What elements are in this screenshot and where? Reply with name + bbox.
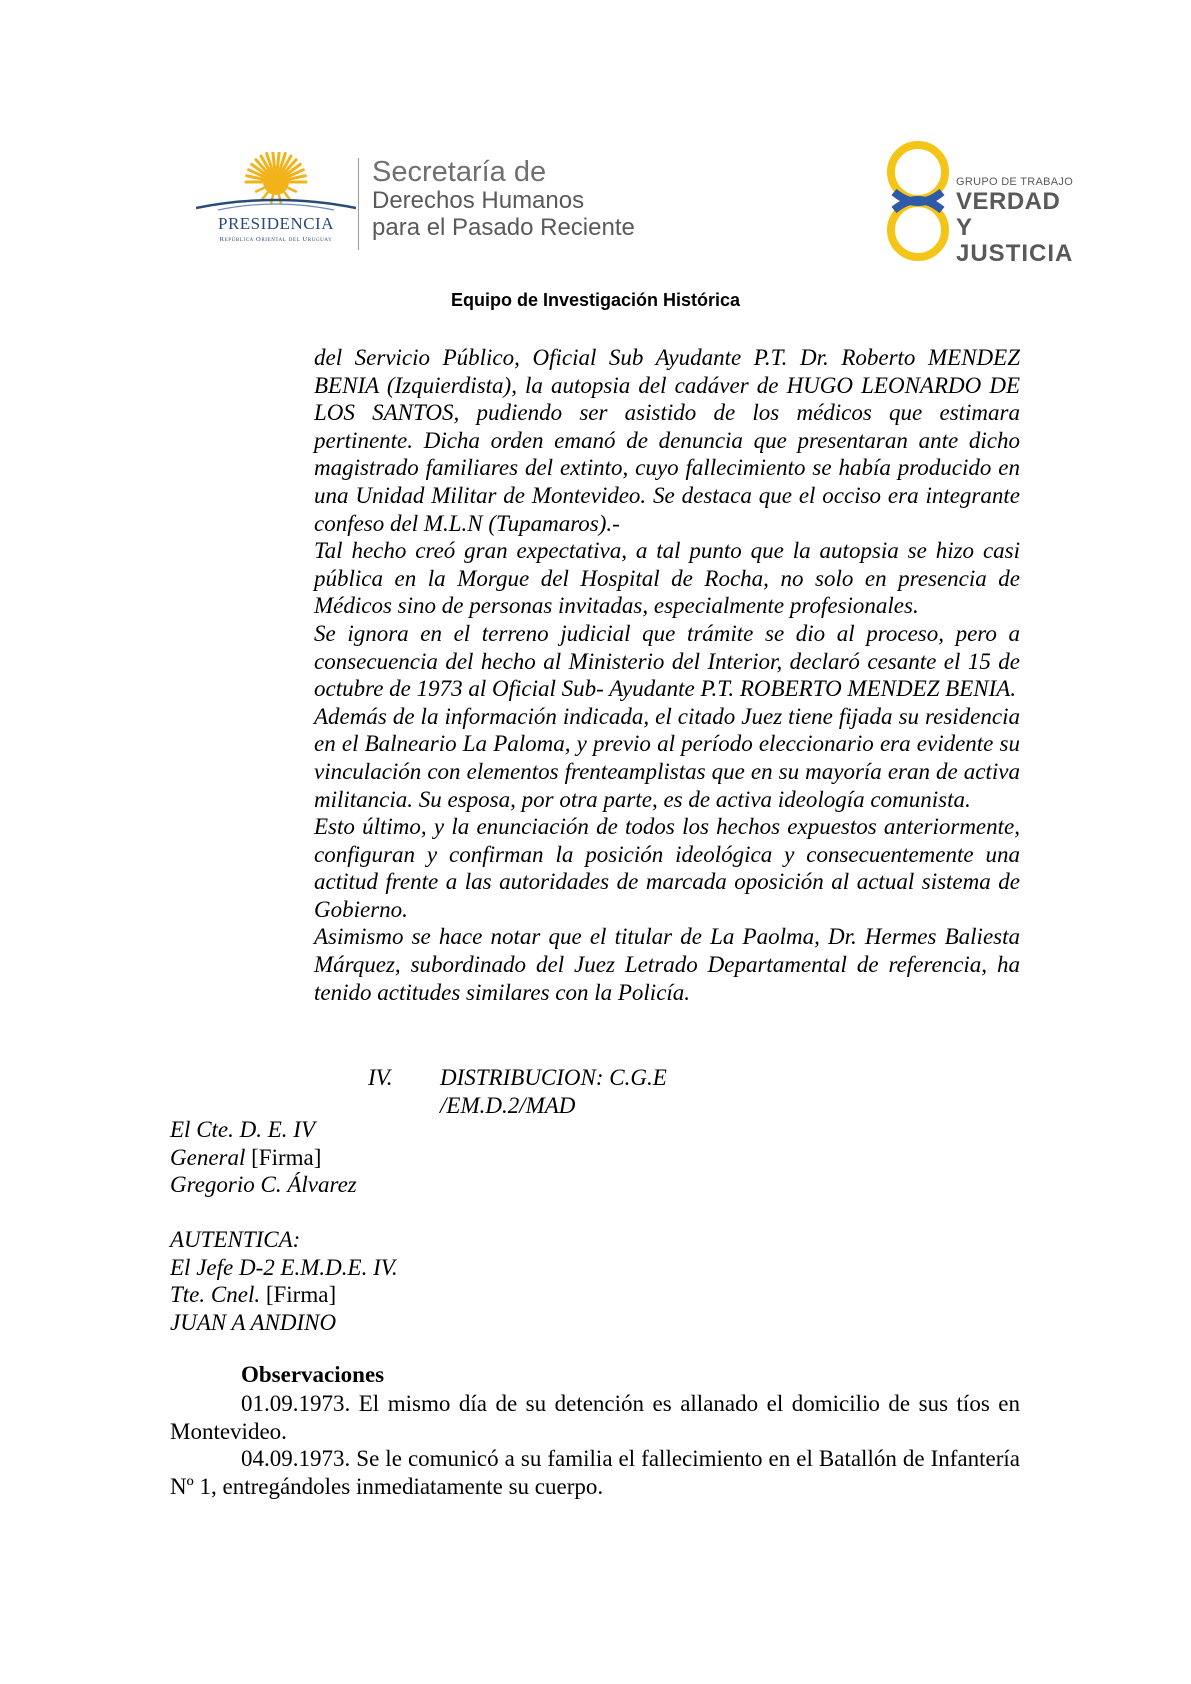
grupo-line-2: VERDAD Y [956,188,1061,241]
distribution-line-1: DISTRIBUCION: C.G.E [440,1065,667,1090]
observation-item: 01.09.1973. El mismo día de su detención es allanado el domicilio de sus tíos en Montevideo. [170,1391,1020,1444]
sun-ray [277,152,279,168]
authentication-rank: Tte. Cnel. [170,1282,261,1308]
header-divider [358,158,359,250]
grupo-line-1: GRUPO DE TRABAJO [956,176,1074,188]
body-paragraph: Asimismo se hace notar que el titular de La Paolma, Dr. Hermes Baliesta Márquez, subordinado del Juez Letrado Departamental de referencia, ha tenido actitudes similares con la Policía. [314,924,1020,1005]
signature-rank-line [170,1144,357,1172]
authentication-title: El Jefe D-2 E.M.D.E. IV. [170,1254,398,1280]
sun-ray [262,193,267,199]
signature-mark: [Firma] [251,1144,322,1170]
rings-icon [880,140,956,265]
signature-authentication [170,1226,398,1336]
presidencia-subtitle: República Oriental del Uruguay [219,236,333,243]
body-paragraph: Esto último, y la enunciación de todos los hechos expuestos anteriormente, configuran y confirman la posición ideológica y consecuentemente una actitud frente a las autoridades de marcada oposición al actual sistema de Gobierno. [314,814,1020,922]
body-paragraph: Se ignora en el terreno judicial que trámite se dio al proceso, pero a consecuencia del hecho al Ministerio del Interior, declaró cesante el 15 de octubre de 1973 al Oficial Sub- Ayudante P.T. ROBERTO MENDEZ BENIA. [314,620,1020,702]
body-text [314,344,1020,1006]
authentication-mark: [Firma] [265,1282,337,1308]
secretaria-logo-text [372,158,635,241]
signature-commander [170,1116,357,1199]
secretaria-line-2: Derechos Humanos [372,187,585,214]
team-title: Equipo de Investigación Histórica [450,290,741,310]
signature-name: Gregorio C. Álvarez [170,1172,357,1198]
sun-ray [256,188,263,191]
observations-list [170,1390,1020,1500]
verdad-justicia-logo [880,140,1080,265]
secretaria-line-1: Secretaría de [372,156,547,188]
sun-ray [289,188,296,191]
secretaria-line-3: para el Pasado Reciente [372,214,635,241]
signature-title: El Cte. D. E. IV [170,1117,315,1142]
presidencia-name: PRESIDENCIA [217,214,334,233]
distribution-line-2: /EM.D.2/MAD [440,1092,576,1118]
body-paragraph: Además de la información indicada, el citado Juez tiene fijada su residencia en el Balneario La Paloma, y previo al período eleccionario era evidente su vinculación con elementos frenteamplistas que en su mayoría eran de activa militancia. Su esposa, por otra parte, es de activa ideología comunista. [314,703,1020,812]
body-paragraph: del Servicio Público, Oficial Sub Ayudante P.T. Dr. Roberto MENDEZ BENIA (Izquierdista), la autopsia del cadáver de HUGO LEONARDO DE LOS SANTOS, pudiendo ser asistido de los médicos que estimara pertinente. Dicha orden emanó de denuncia que presentaran ante dicho magistrado familiares del extinto, cuyo fallecimiento se había producido en una Unidad Militar de Montevideo. Se destaca que el occiso era integrante confeso del M.L.N (Tupamaros).- [314,345,1020,536]
sun-icon [196,152,356,218]
sun-ray [273,152,275,168]
observations-title: Observaciones [241,1362,385,1387]
verdad-justicia-text [956,176,1080,267]
authentication-name: JUAN A ANDINO [170,1309,337,1335]
observation-item: 04.09.1973. Se le comunicó a su familia el fallecimiento en el Batallón de Infantería Nº 1, entregándoles inmediatamente su cuerpo. [170,1446,1020,1499]
authentication-rank-line [170,1281,398,1309]
body-paragraph: Tal hecho creó gran expectativa, a tal punto que la autopsia se hizo casi pública en la Morgue del Hospital de Rocha, no solo en presencia de Médicos sino de personas invitadas, especialmente profesionales. [314,538,1020,619]
grupo-line-3: JUSTICIA [956,240,1074,267]
signature-rank: General [170,1144,246,1170]
sun-ray [285,193,290,199]
presidencia-logo [196,152,356,250]
distribution-number: IV. [368,1065,393,1090]
authentication-label: AUTENTICA: [170,1227,301,1252]
